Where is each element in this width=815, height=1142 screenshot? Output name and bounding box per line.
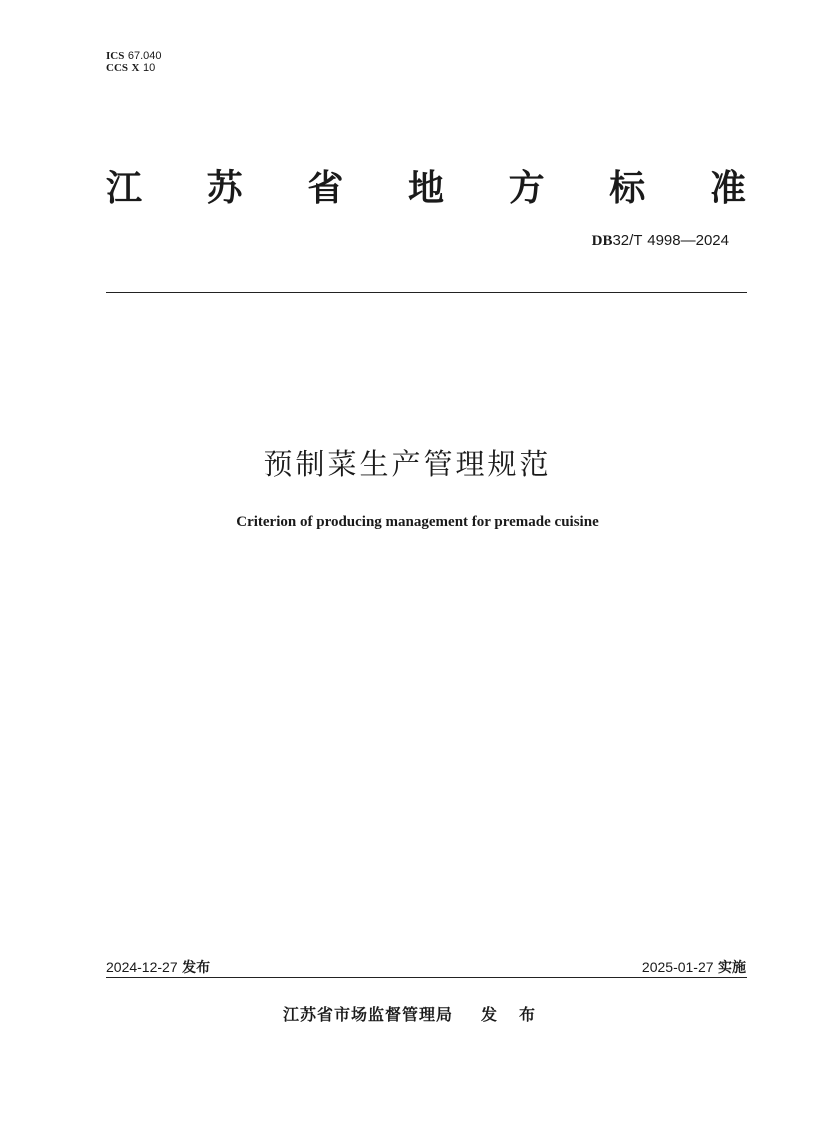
publisher-action: 发布 (481, 1005, 558, 1024)
implementation-date-label: 实施 (718, 960, 746, 976)
issue-date-label: 发布 (182, 960, 211, 976)
footer-divider (106, 977, 747, 978)
classification-codes (106, 50, 162, 74)
standard-code-prefix: DB (591, 233, 613, 249)
implementation-date (642, 957, 746, 977)
implementation-date-value: 2025-01-27 (641, 959, 714, 975)
ccs-letter: X (131, 62, 140, 74)
issue-date (106, 957, 210, 977)
standard-type-char: 苏 (206, 167, 243, 209)
title-chinese: 预制菜生产管理规范 (263, 447, 552, 481)
standard-type-char: 标 (609, 167, 646, 209)
standard-type-char: 方 (508, 167, 545, 209)
standard-code-series: 32/T (612, 232, 643, 249)
ics-value: 67.040 (127, 50, 162, 62)
ccs-line (106, 62, 162, 74)
standard-type-char: 省 (307, 167, 344, 209)
publisher-organization: 江苏省市场监督管理局 (283, 1005, 454, 1024)
ccs-label: CCS (106, 62, 129, 74)
standard-type-char: 准 (709, 167, 746, 209)
standard-code (592, 231, 729, 250)
standard-type-heading (106, 160, 746, 210)
standard-type-char: 地 (407, 167, 444, 209)
ics-line (106, 50, 162, 62)
title-english: Criterion of producing management for premade cuisine (236, 514, 599, 530)
publisher (283, 1002, 557, 1025)
header-divider (106, 292, 747, 293)
ccs-number: 10 (142, 62, 156, 74)
ics-label: ICS (106, 50, 125, 62)
issue-date-value: 2024-12-27 (106, 959, 178, 975)
standard-type-char: 江 (106, 167, 143, 209)
standard-code-number: 4998—2024 (647, 232, 729, 249)
